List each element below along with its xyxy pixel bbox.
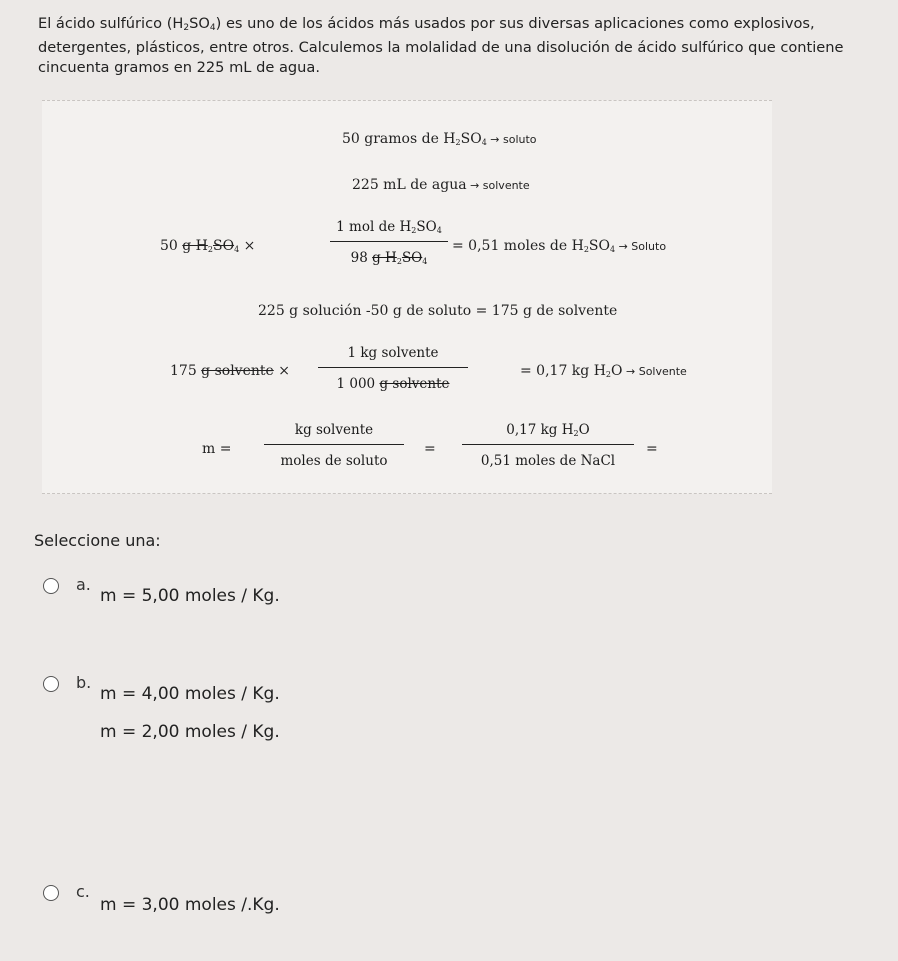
option-b-radio[interactable] xyxy=(43,676,59,692)
option-b-text[interactable]: m = 4,00 moles / Kg. xyxy=(100,684,280,704)
given-solute: 50 gramos de $H_2SO_4$ → soluto xyxy=(342,131,537,147)
molality-equals-2: = xyxy=(646,441,658,457)
molality-equals: = xyxy=(424,441,436,457)
moles-result: = 0,51 moles de $H_2SO_4$ → Soluto xyxy=(452,238,667,254)
option-a-radio[interactable] xyxy=(43,578,59,594)
moles-fraction: 1 mol de $H_2SO_4$ 98 g $H_2SO_4$ xyxy=(330,219,448,266)
option-c-letter: c. xyxy=(76,882,90,901)
given-solvent: 225 mL de agua → solvente xyxy=(352,177,530,193)
option-b-extra-text: m = 2,00 moles / Kg. xyxy=(100,722,280,742)
select-one-prompt: Seleccione una: xyxy=(34,531,161,550)
molality-fraction-2: 0,17 kg $H_2O$ 0,51 moles de NaCl xyxy=(462,422,634,469)
kg-calc-lead: 175 g solvente × xyxy=(170,363,290,379)
molality-fraction-1: kg solvente moles de soluto xyxy=(264,422,404,469)
option-b-letter: b. xyxy=(76,673,92,692)
option-c-radio[interactable] xyxy=(43,885,59,901)
moles-calc-lead: 50 g $H_2SO_4$ × xyxy=(160,238,256,254)
question-text: El ácido sulfúrico $(H_2SO_4)$ es uno de los ácidos más usados por sus diversas aplicaciones como explosivos, detergentes, plásticos, entre otros. Calculemos la molalidad de una disolución de ácido sulfúrico que contiene cincuenta gramos en 225 mL de agua. xyxy=(38,15,844,76)
solvent-mass-calc: 225 g solución -50 g de soluto = 175 g de solvente xyxy=(258,303,618,319)
option-a-letter: a. xyxy=(76,575,91,594)
worked-example-image xyxy=(42,100,772,494)
option-c-text[interactable]: m = 3,00 moles /.Kg. xyxy=(100,895,280,915)
kg-fraction: 1 kg solvente 1 000 g solvente xyxy=(318,345,468,392)
kg-result: = 0,17 kg $H_2O$ → Solvente xyxy=(520,363,687,379)
molality-lhs: m = xyxy=(202,441,232,457)
option-a-text[interactable]: m = 5,00 moles / Kg. xyxy=(100,586,280,606)
